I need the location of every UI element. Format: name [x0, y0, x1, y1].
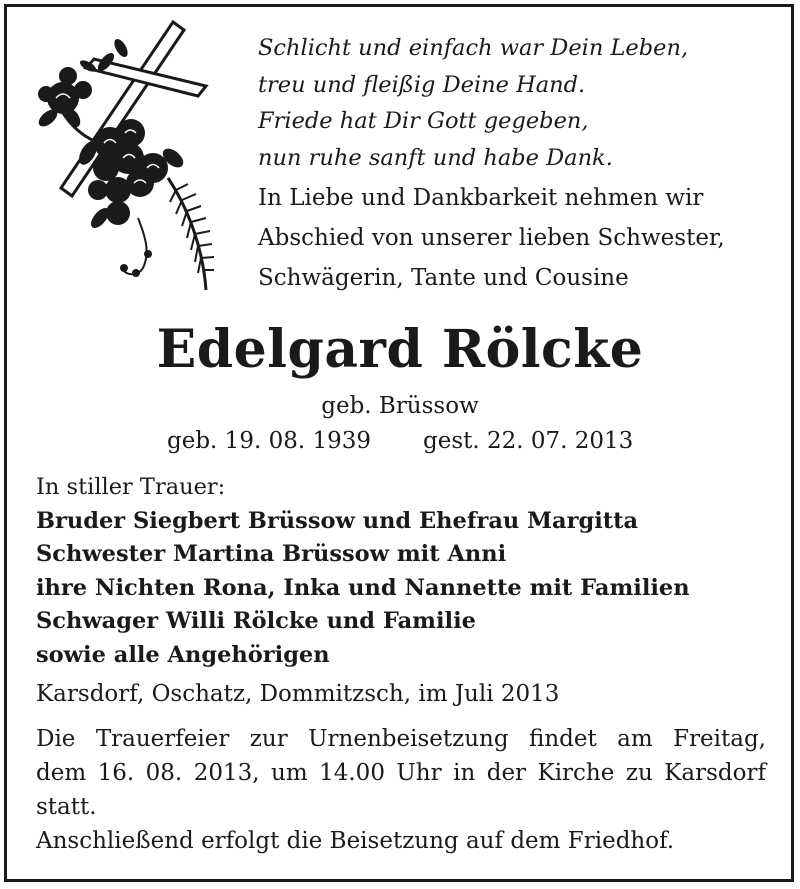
place-and-date: Karsdorf, Oschatz, Dommitzsch, im Juli 2013	[36, 681, 560, 707]
mourner-line: Bruder Siegbert Brüssow und Ehefrau Margitta	[36, 507, 639, 534]
farewell-intro	[258, 178, 725, 298]
death-date: gest. 22. 07. 2013	[423, 428, 634, 454]
ceremony-line: statt.	[36, 794, 97, 820]
ceremony-info	[36, 722, 766, 858]
poem-line: Friede hat Dir Gott gegeben,	[258, 108, 589, 134]
poem-line: nun ruhe sanft und habe Dank.	[258, 144, 613, 171]
mourner-line: Schwager Willi Rölcke und Familie	[36, 608, 476, 634]
deceased-name: Edelgard Rölcke	[156, 319, 644, 380]
ceremony-line: Die Trauerfeier zur Urnenbeisetzung findet am Freitag,	[36, 726, 766, 752]
ceremony-line: Anschließend erfolgt die Beisetzung auf dem Friedhof.	[36, 828, 675, 854]
intro-line: In Liebe und Dankbarkeit nehmen wir	[258, 185, 704, 211]
cross-with-roses-icon	[28, 18, 223, 296]
poem-line: Schlicht und einfach war Dein Leben,	[258, 35, 689, 61]
memorial-poem	[258, 30, 688, 176]
intro-line: Schwägerin, Tante und Cousine	[258, 265, 629, 291]
mourner-line: sowie alle Angehörigen	[36, 641, 330, 668]
mourner-line: ihre Nichten Rona, Inka und Nannette mit Familien	[36, 574, 690, 601]
mourners-list	[36, 471, 690, 672]
intro-line: Abschied von unserer lieben Schwester,	[258, 225, 725, 251]
mourners-heading: In stiller Trauer:	[36, 474, 226, 500]
birth-date: geb. 19. 08. 1939	[167, 428, 371, 454]
life-dates	[167, 426, 633, 456]
ceremony-line: dem 16. 08. 2013, um 14.00 Uhr in der Kirche zu Karsdorf	[36, 760, 766, 786]
birth-name: geb. Brüssow	[321, 393, 479, 419]
poem-line: treu und fleißig Deine Hand.	[258, 71, 586, 98]
mourner-line: Schwester Martina Brüssow mit Anni	[36, 541, 507, 567]
